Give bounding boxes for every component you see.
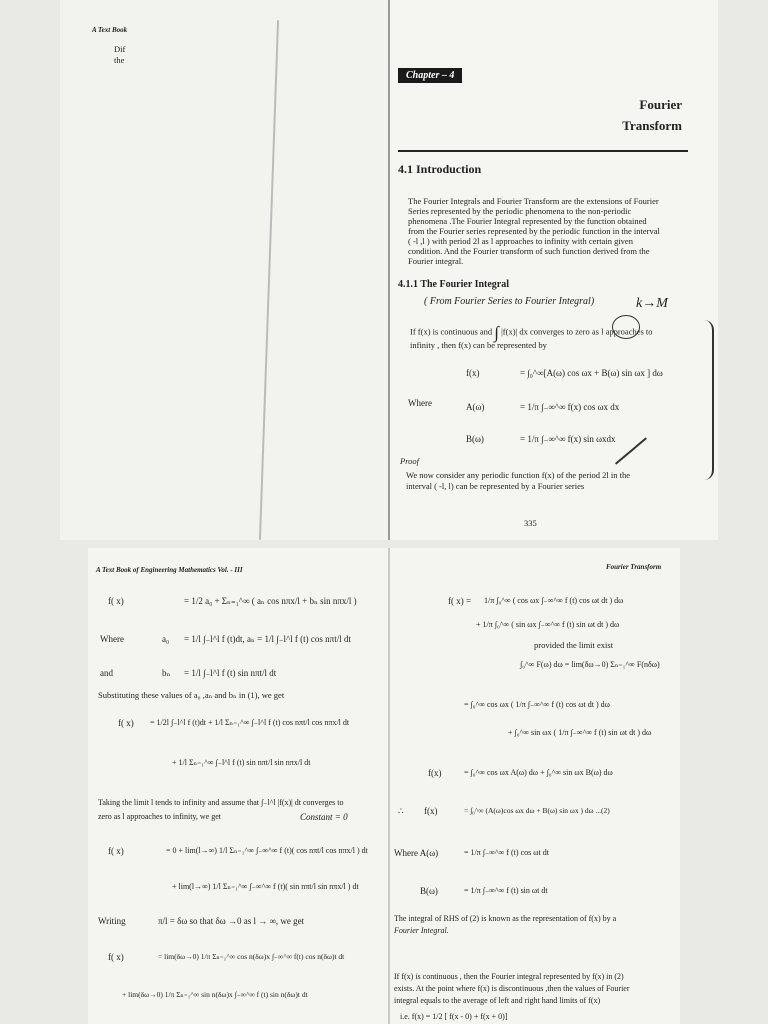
chapter-title-line-2: Transform xyxy=(622,118,682,133)
if-line-1-a: If f(x) is continuous and xyxy=(410,326,493,337)
eq1-lhs: f( x) xyxy=(108,596,124,606)
if-line-1-b: |f(x)| dx converges to zero as l approaches to xyxy=(501,326,653,337)
page-number: 335 xyxy=(524,518,537,528)
handwriting-constant: Constant = 0 xyxy=(300,812,348,822)
bottom-right-running-head: Fourier Transform xyxy=(606,563,662,571)
section-heading: 4.1 Introduction xyxy=(398,162,482,176)
intro-line: The Fourier Integrals and Fourier Transform are the extensions of Fourier xyxy=(408,196,659,206)
eq6-rhs: = ∫₀^∞ cos ωx ( 1/π ∫₋∞^∞ f (t) cos ωt dt ) dω xyxy=(464,700,610,709)
where-b-lhs: B(ω) xyxy=(420,886,438,896)
eq5-cont: + 1/π ∫₀^∞ ( sin ωx ∫₋∞^∞ f (t) sin ωt dt ) dω xyxy=(476,620,620,629)
eq-fx-lhs: f(x) xyxy=(466,368,480,378)
eq-a-rhs: = 1/π ∫₋∞^∞ f(x) cos ωx dx xyxy=(520,402,620,412)
intro-line: from the Fourier series represented by the periodic function in the interval xyxy=(408,226,660,236)
top-left-page xyxy=(60,0,390,540)
eq3-cont: + lim(l→∞) 1/l Σₙ₌₁^∞ ∫₋∞^∞ f (t)( sin nπt/l sin nπx/l ) dt xyxy=(172,882,359,891)
continuous-line-1: If f(x) is continuous , then the Fourier integral represented by f(x) in (2) xyxy=(394,972,624,981)
intro-line: phenomena .The Fourier Integral represented by the function obtained xyxy=(408,216,647,226)
handwritten-bracket xyxy=(704,320,714,480)
last-line: i.e. f(x) = 1/2 [ f(x - 0) + f(x + 0)] xyxy=(400,1012,508,1021)
writing-label: Writing xyxy=(98,916,126,926)
eq5-lhs: f( x) = xyxy=(448,596,472,606)
eq-a-lhs: A(ω) xyxy=(466,402,485,412)
bn-label: bₙ xyxy=(162,668,171,678)
eq3-rhs: = 0 + lim(l→∞) 1/l Σₙ₌₁^∞ ∫₋∞^∞ f (t)( cos nπt/l cos nπx/l ) dt xyxy=(166,846,368,855)
top-left-text-1: Dif xyxy=(114,44,126,54)
section-rule xyxy=(398,150,688,152)
top-left-text-2: the xyxy=(114,55,125,65)
subsection-heading: 4.1.1 The Fourier Integral xyxy=(398,279,510,290)
eq2-rhs: = 1/2l ∫₋l^l f (t)dt + 1/l Σₙ₌₁^∞ ∫₋l^l f (t) cos nπt/l cos nπx/l dt xyxy=(150,718,350,727)
continuous-line-3: integral equals to the average of left and right hand limits of f(x) xyxy=(394,996,601,1005)
intro-line: condition. And the Fourier transform of such function derived from the xyxy=(408,246,650,256)
eq7-lhs: f(x) xyxy=(428,768,442,778)
taking-limit-line-1: Taking the limit l tends to infinity and assume that ∫₋l^l |f(x)| dt converges to xyxy=(98,798,344,807)
eq-b-rhs: = 1/π ∫₋∞^∞ f(x) sin ωxdx xyxy=(520,434,616,444)
eq1-rhs: = 1/2 a₀ + Σₙ₌₁^∞ ( aₙ cos nπx/l + bₙ sin nπx/l ) xyxy=(184,596,357,606)
limit-line: ∫₀^∞ F(ω) dω = lim(δω→0) Σₙ₌₁^∞ F(nδω) xyxy=(520,660,660,669)
a0-label: a₀ xyxy=(162,634,170,644)
eq-fx-rhs: = ∫₀^∞[A(ω) cos ωx + B(ω) sin ωx ] dω xyxy=(520,368,663,378)
bn-rhs: = 1/l ∫₋l^l f (t) sin nπt/l dt xyxy=(184,668,277,678)
where-b-rhs: = 1/π ∫₋∞^∞ f (t) sin ωt dt xyxy=(464,886,548,895)
bottom-left-running-head: A Text Book of Engineering Mathematics Vol. - III xyxy=(96,566,243,574)
substituting-line: Substituting these values of a₀ ,aₙ and bₙ in (1), we get xyxy=(98,690,285,700)
where-a-rhs: = 1/π ∫₋∞^∞ f (t) cos ωt dt xyxy=(464,848,549,857)
eq4-rhs: = lim(δω→0) 1/π Σₙ₌₁^∞ cos n(δω)x ∫₋∞^∞ f(t) cos n(δω)t dt xyxy=(158,952,345,961)
where-label-bottom: Where xyxy=(100,634,124,644)
proof-line-2: interval ( -l, l) can be represented by a Fourier series xyxy=(406,481,585,491)
eq5-rhs: 1/π ∫₀^∞ ( cos ωx ∫₋∞^∞ f (t) cos ωt dt ) dω xyxy=(484,596,624,605)
chapter-title-line-1: Fourier xyxy=(639,97,682,112)
where-label: Where xyxy=(408,398,432,408)
therefore-symbol: ∴ xyxy=(398,806,404,816)
eq3-lhs: f( x) xyxy=(108,846,124,856)
taking-limit-line-2: zero as l approaches to infinity, we get xyxy=(98,812,221,821)
intro-line: ( -l ,l ) with period 2l as l approaches to infinity with certain given xyxy=(408,236,633,246)
proof-label: Proof xyxy=(400,456,420,466)
integral-rhs-line-2: Fourier Integral. xyxy=(394,926,449,935)
where-a-lhs: Where A(ω) xyxy=(394,848,439,858)
page-gutter xyxy=(388,548,390,1024)
page-curve xyxy=(388,0,390,540)
eq8-rhs: = ∫₀^∞ (A(ω)cos ωx dω + B(ω) sin ωx ) dω ...(2) xyxy=(464,806,610,815)
and-label: and xyxy=(100,668,113,678)
eq8-lhs: f(x) xyxy=(424,806,438,816)
intro-line: Fourier integral. xyxy=(408,256,464,266)
writing-rhs: π/l = δω so that δω →0 as l → ∞, we get xyxy=(158,916,305,926)
eq6-cont: + ∫₀^∞ sin ωx ( 1/π ∫₋∞^∞ f (t) sin ωt dt ) dω xyxy=(508,728,652,737)
eq-b-lhs: B(ω) xyxy=(466,434,484,444)
eq4-cont: + lim(δω→0) 1/π Σₙ₌₁^∞ sin n(δω)x ∫₋∞^∞ f (t) sin n(δω)t dt xyxy=(122,990,308,999)
integral-rhs-line-1: The integral of RHS of (2) is known as the representation of f(x) by a xyxy=(394,914,617,923)
proof-line-1: We now consider any periodic function f(x) of the period 2l in the xyxy=(406,470,631,480)
handwritten-circle xyxy=(612,315,640,339)
top-left-running-head: A Text Book xyxy=(92,26,128,34)
continuous-line-2: exists. At the point where f(x) is discontinuous ,then the values of Fourier xyxy=(394,984,630,993)
handwriting-note: k→M xyxy=(636,296,668,311)
subsection-subtitle: ( From Fourier Series to Fourier Integral) xyxy=(424,296,595,307)
intro-line: Series represented by the periodic phenomena to the non-periodic xyxy=(408,206,632,216)
chapter-tab: Chapter – 4 xyxy=(398,68,462,83)
provided-line: provided the limit exist xyxy=(534,640,614,650)
eq2-lhs: f( x) xyxy=(118,718,134,728)
eq4-lhs: f( x) xyxy=(108,952,124,962)
if-line-2: infinity , then f(x) can be represented by xyxy=(410,340,547,350)
integral-sign: ∫ xyxy=(494,323,499,342)
eq2-cont: + 1/l Σₙ₌₁^∞ ∫₋l^l f (t) sin nπt/l sin nπx/l dt xyxy=(172,758,311,767)
eq7-rhs: = ∫₀^∞ cos ωx A(ω) dω + ∫₀^∞ sin ωx B(ω) dω xyxy=(464,768,613,777)
intro-paragraph xyxy=(408,196,686,266)
a0-rhs: = 1/l ∫₋l^l f (t)dt, aₙ = 1/l ∫₋l^l f (t) cos nπt/l dt xyxy=(184,634,351,644)
